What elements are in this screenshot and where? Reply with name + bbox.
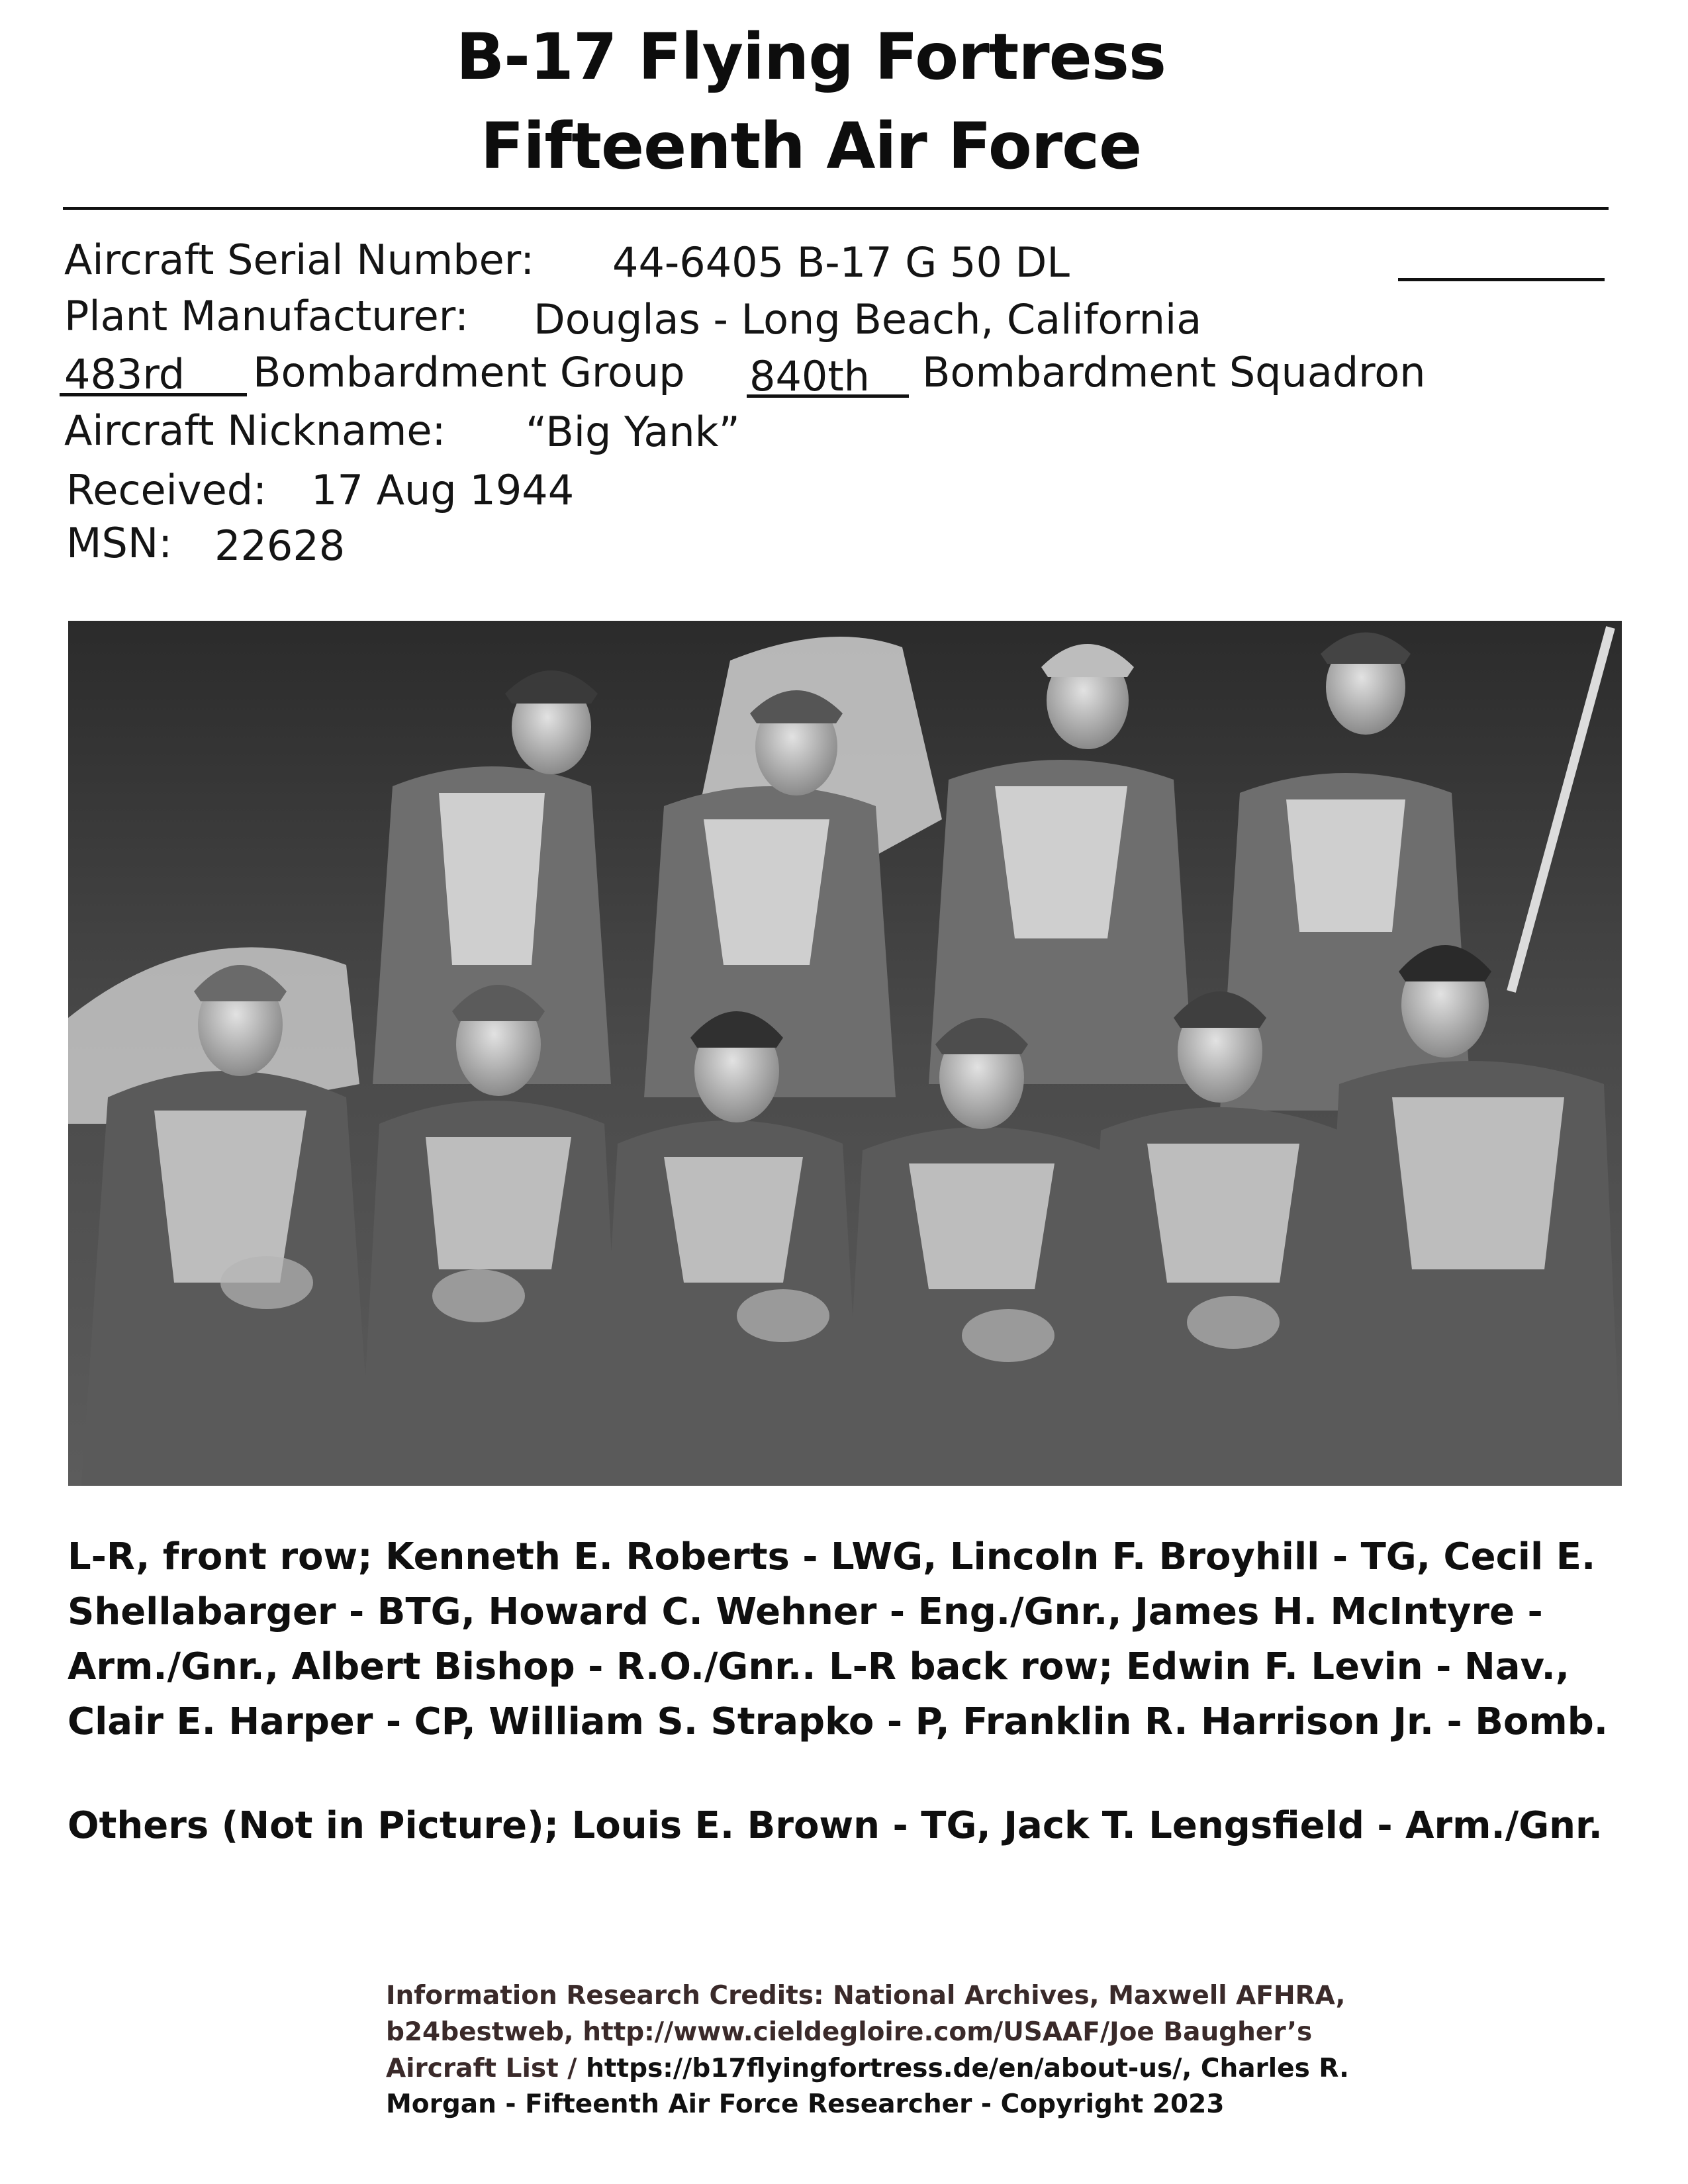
credits-url: https://b17flyingfortress.de/en/about-us/, Charles R. (586, 2054, 1349, 2083)
nickname-label: Aircraft Nickname: (64, 406, 446, 455)
credits-line-4: Morgan - Fifteenth Air Force Researcher - Copyright 2023 (386, 2089, 1225, 2119)
credits-line-3 (386, 2056, 1349, 2081)
nickname-value: “Big Yank” (526, 408, 740, 456)
msn-value: 22628 (214, 522, 346, 570)
bomb-group-number: 483rd (64, 350, 185, 398)
group-underline (60, 393, 247, 396)
caption-line-4: Clair E. Harper - CP, William S. Strapko - P, Franklin R. Harrison Jr. - Bomb. (68, 1700, 1609, 1743)
bomb-squadron-label: Bombardment Squadron (922, 348, 1426, 396)
received-label: Received: (66, 466, 267, 514)
received-value: 17 Aug 1944 (311, 466, 575, 514)
crew-photograph (68, 621, 1622, 1486)
plant-manufacturer-label: Plant Manufacturer: (64, 292, 469, 340)
caption-line-1: L-R, front row; Kenneth E. Roberts - LWG, Lincoln F. Broyhill - TG, Cecil E. (68, 1535, 1596, 1578)
caption-others: Others (Not in Picture); Louis E. Brown - TG, Jack T. Lengsfield - Arm./Gnr. (68, 1804, 1603, 1847)
credits-line-3-start: Aircraft List / (386, 2054, 586, 2083)
bomb-squadron-number: 840th (749, 352, 870, 400)
caption-line-3: Arm./Gnr., Albert Bishop - R.O./Gnr.. L-R back row; Edwin F. Levin - Nav., (68, 1645, 1570, 1688)
squadron-underline (747, 394, 909, 398)
page-title: B-17 Flying Fortress (455, 20, 1166, 94)
serial-number-label: Aircraft Serial Number: (64, 236, 535, 284)
title-divider (63, 207, 1609, 210)
msn-label: MSN: (66, 519, 173, 567)
bomb-group-label: Bombardment Group (253, 348, 685, 396)
credits-line-1: Information Research Credits: National Archives, Maxwell AFHRA, (386, 1981, 1346, 2011)
caption-line-2: Shellabarger - BTG, Howard C. Wehner - Eng./Gnr., James H. McIntyre - (68, 1590, 1543, 1633)
credits-line-2: b24bestweb, http://www.cieldegloire.com/USAAF/Joe Baugher’s (386, 2017, 1313, 2047)
plant-manufacturer-value: Douglas - Long Beach, California (534, 295, 1202, 343)
page-subtitle: Fifteenth Air Force (480, 109, 1142, 183)
serial-number-value: 44-6405 B-17 G 50 DL (612, 238, 1070, 287)
blank-line (1398, 278, 1605, 281)
